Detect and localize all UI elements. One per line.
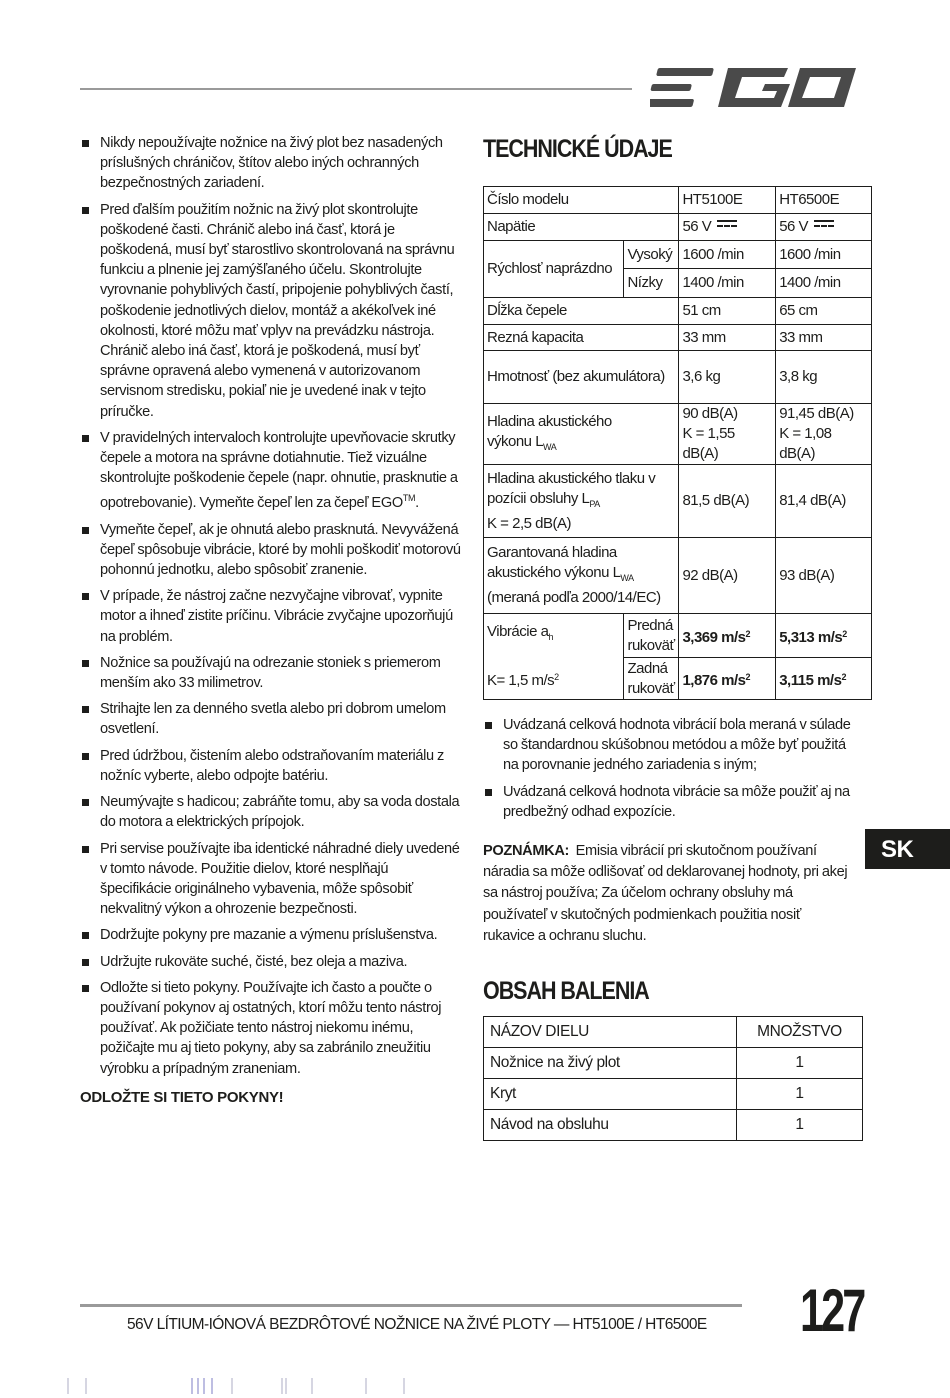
bullet-square-icon <box>82 985 89 992</box>
spec-row-voltage <box>484 214 872 241</box>
superscript: 2 <box>554 672 559 682</box>
bullet-item <box>80 792 462 832</box>
spec-value: 92 dB(A) <box>679 538 776 614</box>
package-contents-heading: OBSAH BALENIA <box>483 977 649 1005</box>
spec-value <box>679 404 776 465</box>
bullet-item <box>80 428 462 514</box>
bullet-item <box>80 746 462 786</box>
bullet-text: Strihajte len za denného svetla alebo pri dobrom umelom osvetlení. <box>100 701 446 738</box>
bullet-text: V pravidelných intervaloch kontrolujte upevňovacie skrutky čepele a motora na správne dotiahnutie. Tiež vizuálne skontrolujte poškodenie čepele (napr. ohnutie, prasknutie a opotrebovanie). Vymeňte čepeľ len za čepeľ EGO <box>100 429 458 512</box>
print-registration-marks <box>60 1376 460 1396</box>
bullet-text: Pred údržbou, čistením alebo odstraňovaním materiálu z nožníc vyberte, alebo odpojte batériu. <box>100 747 444 784</box>
spec-value-text: 3,115 m/s <box>779 671 842 689</box>
subscript: PA <box>589 498 600 509</box>
bullet-text: Odložte si tieto pokyny. Používajte ich často a poučte o používaní pokynov aj ostatných, ktorí môžu tento nástroj používať. Ak požičiate tento nástroj niekomu inému, požičajte mu aj tieto pokyny, aby sa zabránilo zneužitiu výrobku a prípadným zraneniam. <box>100 979 442 1077</box>
part-name: Nožnice na živý plot <box>484 1048 737 1079</box>
keep-instructions-note: ODLOŽTE SI TIETO POKYNY! <box>80 1088 284 1106</box>
superscript: 2 <box>745 671 751 682</box>
spec-value-line: 90 dB(A) <box>682 405 738 422</box>
header-rule <box>80 88 632 90</box>
spec-label <box>484 538 679 614</box>
spec-value <box>679 614 776 658</box>
spec-value: 81,5 dB(A) <box>679 465 776 538</box>
bullet-text: Neumývajte s hadicou; zabráňte tomu, aby sa voda dostala do motora a elektrických prípojok. <box>100 794 460 831</box>
spec-value: 1400 /min <box>679 269 776 298</box>
bullet-item <box>80 586 462 647</box>
bullet-square-icon <box>82 959 89 966</box>
bullet-square-icon <box>82 932 89 939</box>
bullet-text: Udržujte rukoväte suché, čisté, bez oleja a maziva. <box>100 953 408 970</box>
spec-label <box>484 404 679 465</box>
spec-label-line: Garantovaná hladina <box>487 544 617 561</box>
spec-value: 51 cm <box>679 298 776 325</box>
spec-label-line: pozícii obsluhy L <box>487 489 590 507</box>
bullet-text: V prípade, že nástroj začne nezvyčajne vibrovať, vypnite motor a ihneď zistite príčinu. Vibrácie zvyčajne upozorňujú na problém. <box>100 588 453 645</box>
spec-label-line: K = 2,5 dB(A) <box>487 514 571 532</box>
spec-value-text: 5,313 m/s <box>779 628 843 646</box>
spec-sublabel: Nízky <box>624 269 679 298</box>
spec-label-line: Hladina akustického <box>487 412 612 430</box>
bullet-item <box>80 699 462 739</box>
spec-value <box>776 614 872 658</box>
footer-rule <box>80 1304 742 1307</box>
spec-label-line: (meraná podľa 2000/14/EC) <box>487 589 661 606</box>
bullet-square-icon <box>82 706 89 713</box>
spec-value: 1600 /min <box>679 241 776 269</box>
spec-label <box>484 614 624 700</box>
part-qty: 1 <box>737 1048 863 1079</box>
spec-value: 3,6 kg <box>679 351 776 404</box>
bullet-text: Nikdy nepoužívajte nožnice na živý plot bez nasadených príslušných chráničov, štítov alebo iných ochranných bezpečnostných zariadení. <box>100 135 443 192</box>
spec-label-line: Vibrácie a <box>487 623 549 640</box>
spec-value: 33 mm <box>679 325 776 351</box>
safety-instructions <box>80 133 462 1106</box>
bullet-square-icon <box>82 140 89 147</box>
spec-value-text: 3,369 m/s <box>682 628 746 646</box>
bullet-text: Dodržujte pokyny pre mazanie a výmenu príslušenstva. <box>100 927 438 944</box>
bullet-text: Pri servise používajte iba identické náhradné diely uvedené v tomto návode. Použitie dielov, ktoré nesplňajú špecifikácie originálneho vybavenia, môže spôsobiť nekvalitný výkon a ohrozenie bezpečnosti. <box>100 840 460 918</box>
spec-label: Hmotnosť (bez akumulátora) <box>484 351 679 404</box>
spec-label-line: Hladina akustického tlaku v <box>487 469 656 487</box>
bullet-item <box>80 978 462 1079</box>
bullet-text: Nožnice sa používajú na odrezanie stoniek s priemerom menším ako 33 milimetrov. <box>100 654 441 692</box>
superscript: 2 <box>842 628 847 639</box>
spec-row-cut <box>484 325 872 351</box>
spec-value-line: 91,45 dB(A) <box>779 405 854 422</box>
bullet-square-icon <box>82 660 89 667</box>
spec-label: Rýchlosť naprázdno <box>484 241 624 298</box>
part-qty: 1 <box>737 1079 863 1110</box>
spec-row-speed-high <box>484 241 872 269</box>
spec-label-line: akustického výkonu L <box>487 564 621 581</box>
spec-value-text: 1,876 m/s <box>682 671 746 689</box>
spec-value <box>679 658 776 700</box>
column-header-qty: MNOŽSTVO <box>737 1017 863 1048</box>
language-tab: SK <box>865 829 950 869</box>
spec-value: 1600 /min <box>776 241 872 269</box>
spec-label <box>484 465 679 538</box>
spec-value <box>776 404 872 465</box>
spec-value: 3,8 kg <box>776 351 872 404</box>
spec-label: Rezná kapacita <box>484 325 679 351</box>
spec-value: 33 mm <box>776 325 872 351</box>
spec-row-vibration-front <box>484 614 872 658</box>
subscript: WA <box>620 573 634 583</box>
spec-value-line: K = 1,08 dB(A) <box>779 425 832 462</box>
note-label: POZNÁMKA: <box>483 843 570 859</box>
dc-symbol-icon <box>717 220 737 229</box>
safety-bullet-list <box>80 133 462 1079</box>
bullet-square-icon <box>485 722 492 729</box>
spec-value: 65 cm <box>776 298 872 325</box>
spec-value: 81,4 dB(A) <box>776 465 872 538</box>
table-row <box>484 1079 863 1110</box>
spec-row-weight <box>484 351 872 404</box>
note-paragraph <box>483 841 855 947</box>
bullet-item <box>80 200 462 422</box>
trademark-mark: TM <box>402 493 416 504</box>
bullet-square-icon <box>485 789 492 796</box>
spec-value: 1400 /min <box>776 269 872 298</box>
bullet-item <box>80 925 462 945</box>
tech-specs-table <box>483 186 872 700</box>
spec-label: Dĺžka čepele <box>484 298 679 325</box>
package-contents-table <box>483 1016 863 1141</box>
spec-label: Číslo modelu <box>484 187 679 214</box>
spec-label-line: výkonu L <box>487 432 544 450</box>
bullet-square-icon <box>82 753 89 760</box>
note-text: Emisia vibrácií pri skutočnom používaní náradia sa môže odlišovať od deklarovanej hodnoty, pri akej sa nástroj používa; Za účelom ochrany obsluhy má používateľ v skutočných podmienkach použitia nosiť rukavice a ochranu sluchu. <box>483 843 848 944</box>
bullet-square-icon <box>82 435 89 442</box>
table-row <box>484 1110 863 1141</box>
page-number: 127 <box>800 1277 864 1344</box>
part-name: Návod na obsluhu <box>484 1110 737 1141</box>
bullet-text: Uvádzaná celková hodnota vibrácií bola meraná v súlade so štandardnou skúšobnou metódou a môže byť použitá na porovnanie jedného zariadenia s iným; <box>503 717 851 774</box>
superscript: 2 <box>745 628 751 639</box>
superscript: 2 <box>841 671 846 682</box>
bullet-item <box>483 715 863 776</box>
spec-label-line: K= 1,5 m/s <box>487 672 555 689</box>
column-header-name: NÁZOV DIELU <box>484 1017 737 1048</box>
bullet-square-icon <box>82 799 89 806</box>
spec-value <box>776 658 872 700</box>
bullet-square-icon <box>82 593 89 600</box>
vibration-notes <box>483 715 863 828</box>
dc-symbol-icon <box>814 220 834 229</box>
subscript: h <box>548 632 553 642</box>
spec-sublabel: Zadná rukoväť <box>624 658 679 700</box>
spec-value: HT5100E <box>679 187 776 214</box>
spec-row-lwa <box>484 404 872 465</box>
bullet-item <box>80 839 462 920</box>
ego-logo <box>650 60 862 116</box>
spec-value: 93 dB(A) <box>776 538 872 614</box>
subscript: WA <box>543 441 557 452</box>
spec-value <box>679 214 776 241</box>
bullet-item <box>483 782 863 822</box>
bullet-item <box>80 133 462 194</box>
voltage-value: 56 V <box>779 218 809 235</box>
table-row <box>484 1048 863 1079</box>
spec-sublabel: Predná rukoväť <box>624 614 679 658</box>
spec-row-guaranteed-lwa <box>484 538 872 614</box>
bullet-item <box>80 520 462 581</box>
bullet-text: Uvádzaná celková hodnota vibrácie sa môže použiť aj na predbežný odhad expozície. <box>503 783 850 820</box>
spec-value: HT6500E <box>776 187 872 214</box>
spec-row-lpa <box>484 465 872 538</box>
table-header-row <box>484 1017 863 1048</box>
spec-label: Napätie <box>484 214 679 241</box>
bullet-square-icon <box>82 846 89 853</box>
bullet-text: Pred ďalším použitím nožnic na živý plot skontrolujte poškodené časti. Chránič alebo iná časť, ktorá je poškodená, musí byť starostlivo skontrolovaná na správnu funkciu a plnenie jej zamýšľaného účelu. Skontrolujte vyrovnanie pohyblivých častí, pripojenie pohyblivých častí, poškodenie jednotlivých dielov, montáž a akékoľvek iné okolnosti, ktoré môžu mať vplyv na prevádzku nástroja. Chránič alebo iná časť, ktorá je poškodená, musí byť správne opravená alebo vymenená v autorizovanom servisnom stredisku, pokiaľ nie je uvedené inak v tejto príručke. <box>100 201 455 420</box>
bullet-item <box>80 653 462 693</box>
bullet-text: Vymeňte čepeľ, ak je ohnutá alebo prasknutá. Nevyvážená čepeľ spôsobuje vibrácie, ktoré by mohli poškodiť motorovú pohonnú jednotku, alebo spôsobiť zranenie. <box>100 521 461 579</box>
spec-row-model <box>484 187 872 214</box>
spec-value <box>776 214 872 241</box>
part-name: Kryt <box>484 1079 737 1110</box>
spec-sublabel: Vysoký <box>624 241 679 269</box>
tech-specs-heading: TECHNICKÉ ÚDAJE <box>483 135 672 163</box>
spec-row-blade <box>484 298 872 325</box>
bullet-item <box>80 952 462 972</box>
voltage-value: 56 V <box>682 218 712 235</box>
bullet-square-icon <box>82 527 89 534</box>
part-qty: 1 <box>737 1110 863 1141</box>
bullet-text-end: . <box>415 495 419 512</box>
spec-value-line: K = 1,55 dB(A) <box>682 425 735 462</box>
bullet-square-icon <box>82 207 89 214</box>
footer-title: 56V LÍTIUM-IÓNOVÁ BEZDRÔTOVÉ NOŽNICE NA ŽIVÉ PLOTY — HT5100E / HT6500E <box>127 1316 707 1333</box>
